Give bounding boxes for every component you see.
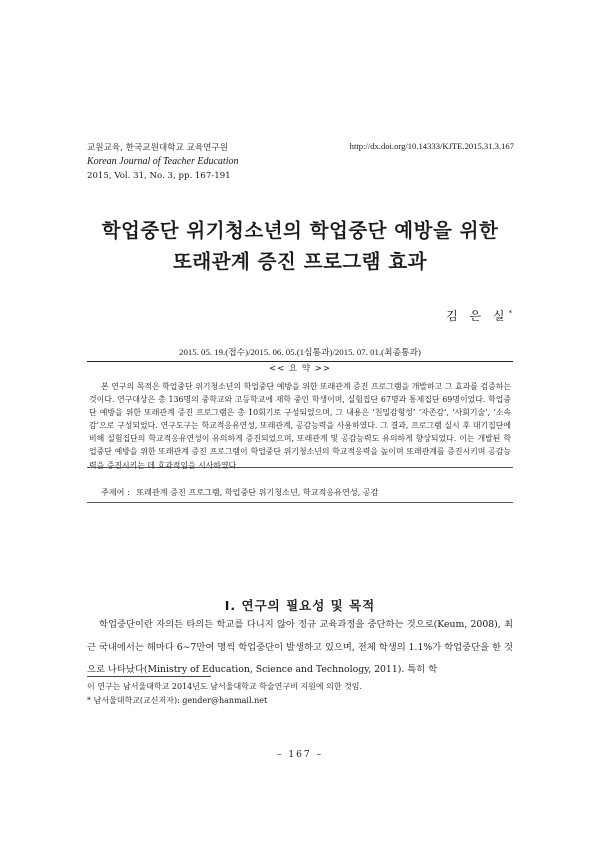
footnote-divider — [87, 676, 211, 677]
review-dates: 2015. 05. 19.(접수)/2015. 06. 05.(1심통과)/2015. 07. 01.(최종통과) — [179, 347, 421, 357]
volume-info: 2015, Vol. 31, No. 3, pp. 167-191 — [87, 171, 231, 181]
body-paragraph: 학업중단이란 자의든 타의든 학교를 다니지 않아 정규 교육과정을 중단하는 것으로(Keum, 2008), 최근 국내에서는 해마다 6∼7만여 명씩 학업중단이 발생하고 있으며, 전체 학생의 1.1%가 학업중단을 한 것으로 나타났다(Ministry of Education, Science and Technology, 2011). 특히 학 — [87, 619, 513, 675]
paper-title — [60, 215, 540, 277]
footnote-author: * 남서울대학교(교신저자): gender@hanmail.net — [87, 696, 268, 705]
author — [446, 307, 512, 324]
keywords-label: 주제어 : — [101, 487, 130, 497]
abstract-heading: << 요 약 >> — [265, 364, 335, 374]
section-title: Ⅰ. 연구의 필요성 및 목적 — [224, 598, 376, 613]
journal-info — [87, 141, 347, 183]
doi-link[interactable]: http://dx.doi.org/10.14333/KJTE.2015.31.3.167 — [349, 141, 514, 151]
keywords-text: 또래관계 증진 프로그램, 학업중단 위기청소년, 학교적응유연성, 공감 — [136, 487, 379, 497]
abstract — [87, 361, 513, 468]
author-mark: * — [508, 309, 512, 317]
title-line-2: 또래관계 증진 프로그램 효과 — [173, 250, 427, 273]
author-name: 김 은 실 — [446, 309, 509, 323]
footnote-funding: 이 연구는 남서울대학교 2014년도 남서울대학교 학술연구비 지원에 의한 것임. — [87, 682, 363, 691]
journal-name: Korean Journal of Teacher Education — [87, 156, 239, 167]
keywords — [87, 487, 513, 503]
title-line-1: 학업중단 위기청소년의 학업중단 예방을 위한 — [101, 219, 499, 242]
page-number: – 167 – — [277, 750, 323, 760]
footnotes — [87, 680, 513, 708]
abstract-text: 본 연구의 목적은 학업중단 위기청소년의 학업중단 예방을 위한 또래관계 증진 프로그램을 개발하고 그 효과를 검증하는 것이다. 연구대상은 총 136명의 중학교와 고등학교에 재학 중인 학생이며, 실험집단 67명과 통제집단 69명이었다. 학업중단 예방을 위한 또래관계 증진 프로그램은 총 10회기로 구성되었으며, 그 내용은 ‘친밀감형성’ ‘자존감’, ‘사회기술’, ‘소속감’으로 구성되었다. 연구도구는 학교적응유연성, 또래관계, 공감능력을 사용하였다. 그 결과, 프로그램 실시 후 대기집단에 비해 실험집단의 학교적응유연성이 유의하게 증진되었으며, 또래관계 및 공감능력도 유의하게 향상되었다. 이는 개발된 학업중단 예방을 위한 또래관계 증진 프로그램이 학업중단 위기청소년의 학교적응력을 높이며 또래관계를 증진시키며 공감능력을 증진시키는 데 효과적임을 시사하였다. — [89, 382, 511, 470]
publisher-line: 교원교육, 한국교원대학교 교육연구원 — [87, 143, 229, 153]
